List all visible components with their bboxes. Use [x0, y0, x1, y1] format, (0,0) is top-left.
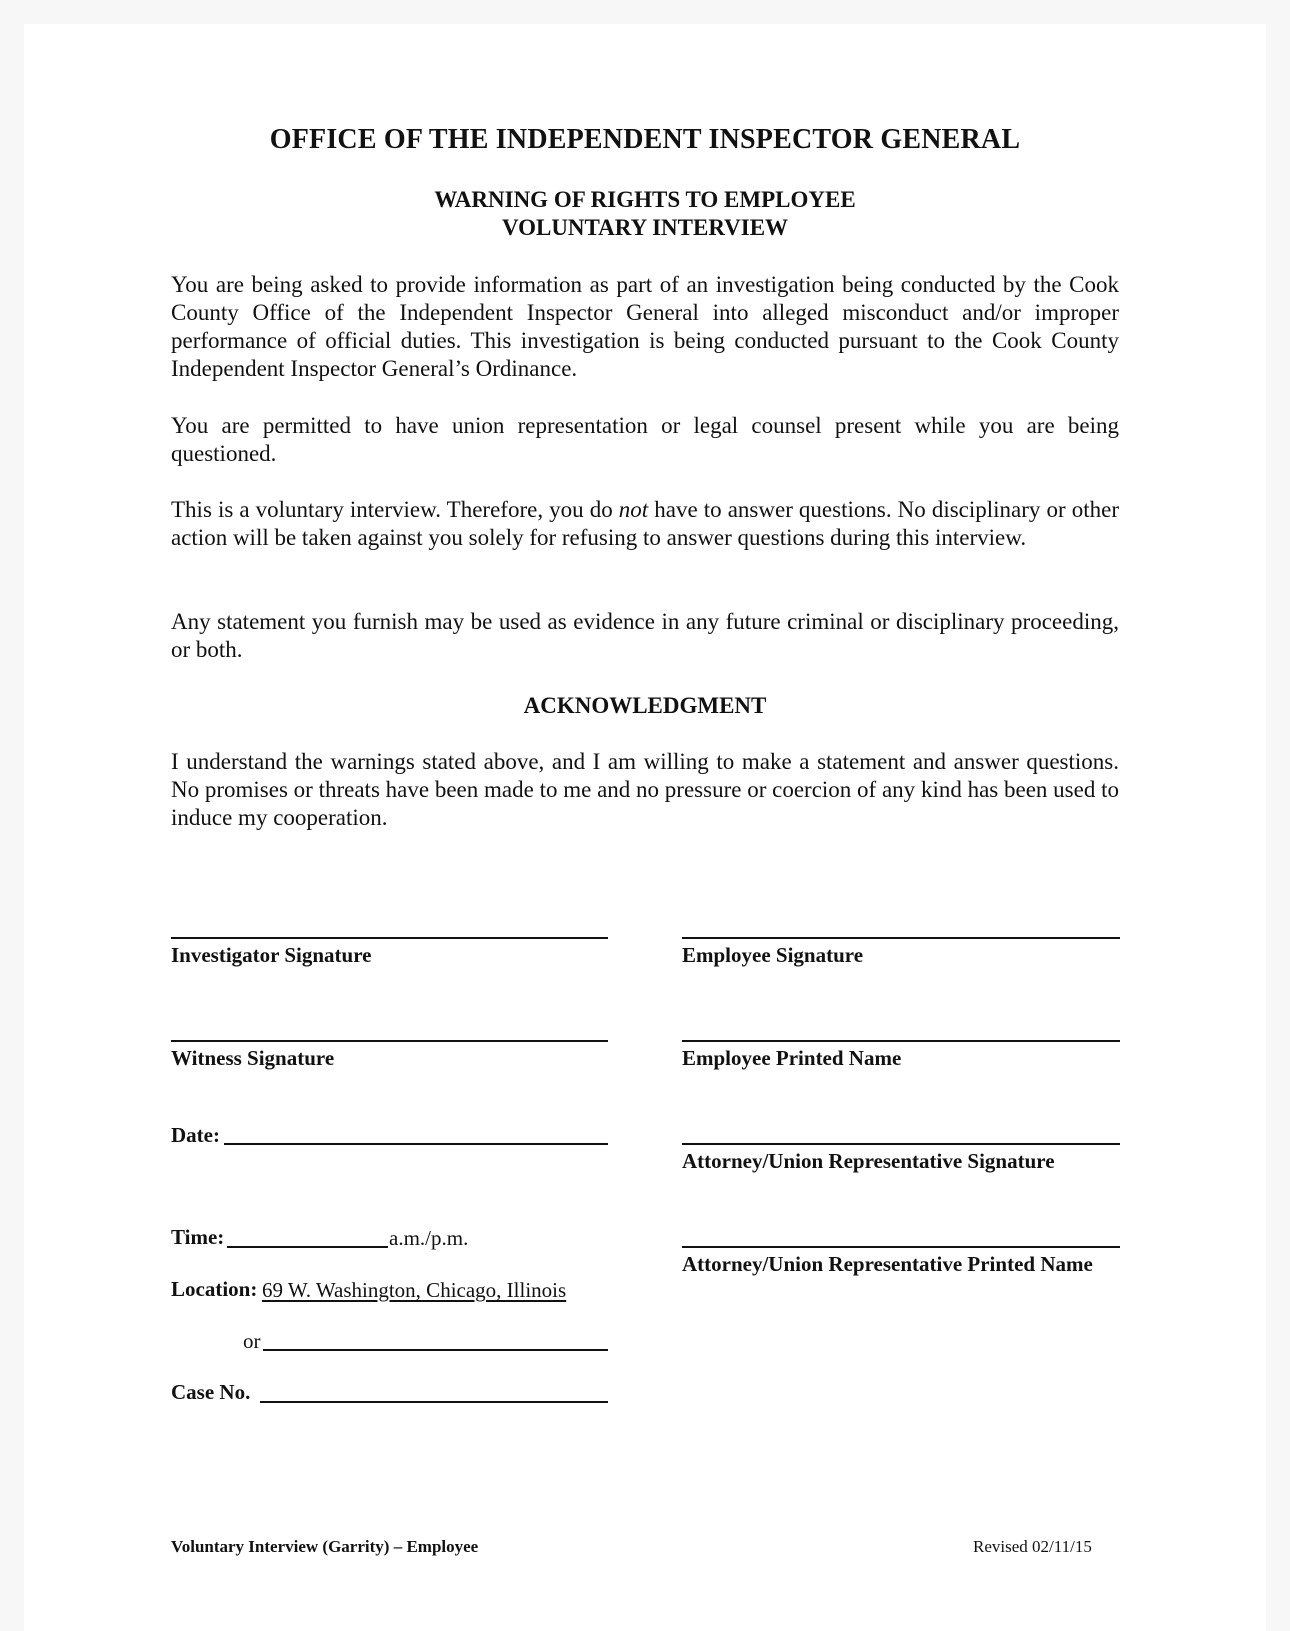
document-subtitle-line2: VOLUNTARY INTERVIEW	[501, 215, 789, 240]
alternate-location-label: or	[243, 1329, 261, 1353]
location-label: Location:	[171, 1277, 258, 1301]
case-number-label: Case No.	[171, 1380, 251, 1404]
employee-printed-name-line[interactable]	[682, 1040, 1120, 1042]
employee-printed-name-label: Employee Printed Name	[682, 1046, 902, 1070]
paragraph-voluntary	[171, 496, 1119, 552]
date-label: Date:	[171, 1123, 220, 1147]
attorney-printed-name-line[interactable]	[682, 1246, 1120, 1248]
paragraph-voluntary-part2: have to answer questions. No disciplinary or other action will be taken against you solely for refusing to answer questions during this interview.	[171, 497, 1119, 550]
footer-form-name: Voluntary Interview (Garrity) – Employee	[171, 1537, 479, 1556]
attorney-signature-line[interactable]	[682, 1143, 1120, 1145]
witness-signature-line[interactable]	[171, 1040, 608, 1042]
time-label: Time:	[171, 1225, 225, 1249]
acknowledgment-text: I understand the warnings stated above, and I am willing to make a statement and answer questions. No promises or threats have been made to me and no pressure or coercion of any kind has been used to induce my cooperation.	[171, 749, 1119, 830]
document-subtitle-line1: WARNING OF RIGHTS TO EMPLOYEE	[434, 187, 856, 212]
paragraph-investigation: You are being asked to provide information as part of an investigation being conducted by the Cook County Office of the Independent Inspector General into alleged misconduct and/or improper performance of official duties. This investigation is being conducted pursuant to the Cook County Independent Inspector General’s Ordinance.	[171, 272, 1119, 381]
time-field[interactable]	[227, 1246, 388, 1248]
paragraph-voluntary-emphasis: not	[618, 497, 649, 522]
footer-revision-date: Revised 02/11/15	[973, 1537, 1092, 1556]
investigator-signature-label: Investigator Signature	[171, 943, 372, 967]
date-field[interactable]	[224, 1143, 608, 1145]
attorney-signature-label: Attorney/Union Representative Signature	[682, 1149, 1055, 1173]
document-title: OFFICE OF THE INDEPENDENT INSPECTOR GENERAL	[269, 124, 1021, 155]
witness-signature-label: Witness Signature	[171, 1046, 335, 1070]
investigator-signature-line[interactable]	[171, 937, 608, 939]
paragraph-voluntary-part1: This is a voluntary interview. Therefore, you do	[171, 497, 619, 522]
case-number-field[interactable]	[260, 1401, 608, 1403]
employee-signature-line[interactable]	[682, 937, 1120, 939]
location-value: 69 W. Washington, Chicago, Illinois	[262, 1278, 567, 1302]
paragraph-representation: You are permitted to have union representation or legal counsel present while you are being questioned.	[171, 413, 1119, 466]
attorney-printed-name-label: Attorney/Union Representative Printed Name	[682, 1252, 1093, 1276]
alternate-location-field[interactable]	[263, 1349, 608, 1351]
time-suffix: a.m./p.m.	[389, 1226, 469, 1250]
acknowledgment-heading: ACKNOWLEDGMENT	[523, 693, 767, 718]
employee-signature-label: Employee Signature	[682, 943, 864, 967]
paragraph-evidence: Any statement you furnish may be used as evidence in any future criminal or disciplinary proceeding, or both.	[171, 609, 1119, 662]
